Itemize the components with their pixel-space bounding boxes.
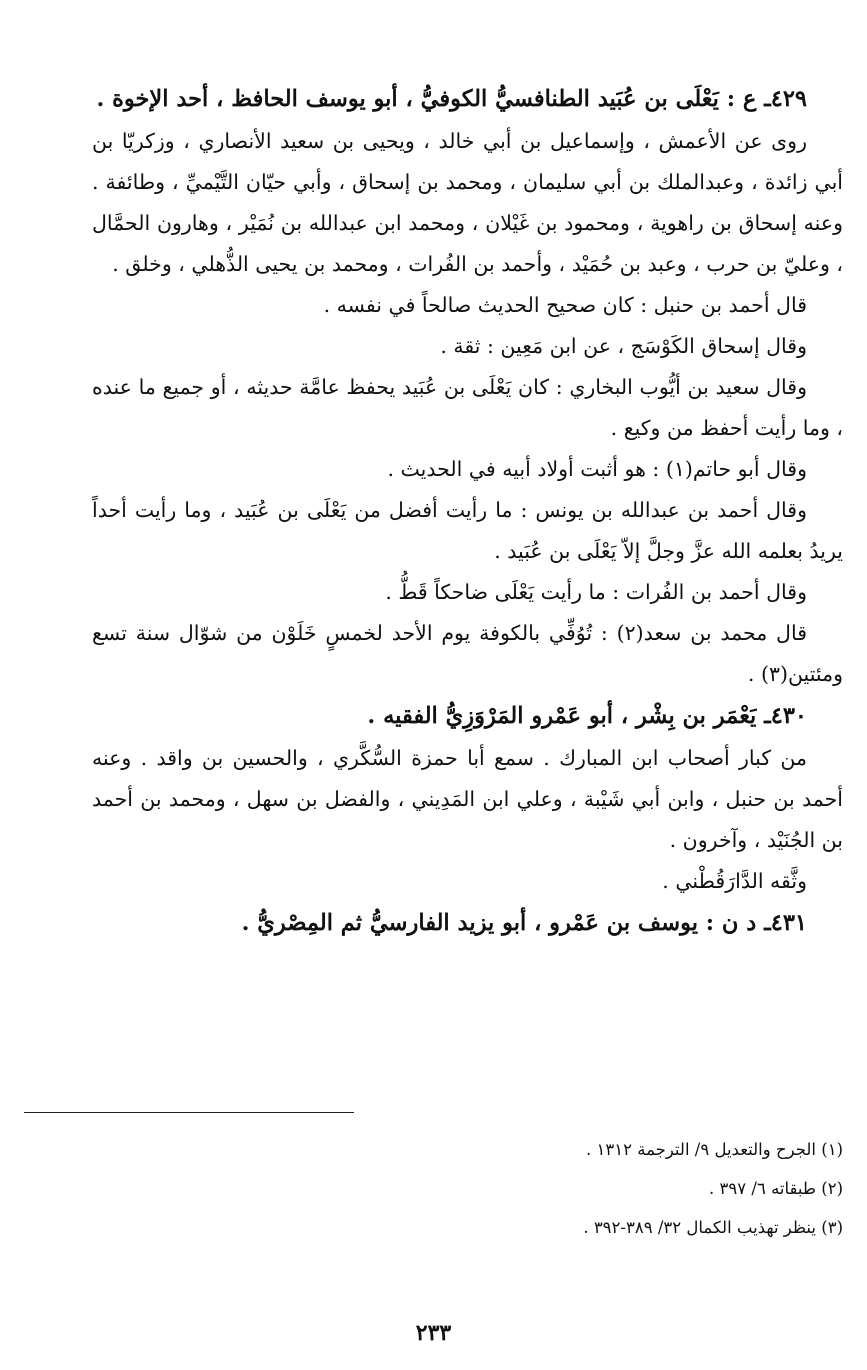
main-text <box>92 78 843 945</box>
entry-429-quote-said: وقال سعيد بن أيُّوب البخاري : كان يَعْلَى بن عُبَيد يحفظ عامَّة حديثه ، أو جميع ما عنده ، وما رأيت أحفظ من وكيع . <box>92 375 843 440</box>
entry-heading-430: ٤٣٠ـ يَعْمَر بن بِشْر ، أبو عَمْرو المَرْوَزِيُّ الفقيه . <box>367 703 807 729</box>
entry-429-quote-abu-hatim: وقال أبو حاتم(١) : هو أثبت أولاد أبيه في الحديث . <box>387 457 807 481</box>
page-number: ٢٣٣ <box>415 1320 452 1346</box>
footnotes <box>24 1130 843 1247</box>
entry-429-quote-ahmad-yunus: وقال أحمد بن عبدالله بن يونس : ما رأيت أفضل من يَعْلَى بن عُبَيد ، وما رأيت أحداً يريدُ بعلمه الله عزَّ وجلَّ إلاّ يَعْلَى بن عُبَيد . <box>92 498 843 563</box>
entry-429-narrators: روى عن الأعمش ، وإسماعيل بن أبي خالد ، ويحيى بن سعيد الأنصاري ، وزكريّا بن أبي زائدة ، وعبدالملك بن أبي سليمان ، ومحمد بن إسحاق ، وأبي حيّان التَّيْميِّ ، وطائفة . وعنه إسحاق بن راهوية ، ومحمود بن غَيْلان ، ومحمد ابن عبدالله بن نُمَيْر ، وهارون الحمَّال ، وعليّ بن حرب ، وعبد بن حُمَيْد ، وأحمد بن الفُرات ، ومحمد بن يحيى الذُّهلي ، وخلق . <box>92 129 843 276</box>
entry-429-quote-ahmad: قال أحمد بن حنبل : كان صحيح الحديث صالحاً في نفسه . <box>323 293 807 317</box>
entry-429-quote-ahmad-furat: وقال أحمد بن الفُرات : ما رأيت يَعْلَى ضاحكاً قَطُّ . <box>385 580 807 604</box>
entry-429-death: قال محمد بن سعد(٢) : تُوُفِّي بالكوفة يوم الأحد لخمسٍ خَلَوْن من شوّال سنة تسع ومئتين(٣) . <box>92 621 843 686</box>
entry-429-quote-ishaq: وقال إسحاق الكَوْسَج ، عن ابن مَعِين : ثقة . <box>440 334 807 358</box>
footnote-divider <box>24 1112 354 1113</box>
footnote-1: (١) الجرح والتعديل ٩/ الترجمة ١٣١٢ . <box>586 1140 843 1159</box>
footnote-2: (٢) طبقاته ٦/ ٣٩٧ . <box>709 1179 843 1198</box>
entry-430-tawthiq: وثَّقه الدَّارَقُطْني . <box>662 869 807 893</box>
footnote-3: (٣) ينظر تهذيب الكمال ٣٢/ ٣٨٩-٣٩٢ . <box>583 1218 843 1237</box>
entry-heading-431: ٤٣١ـ د ن : يوسف بن عَمْرو ، أبو يزيد الفارسيُّ ثم المِصْريُّ . <box>241 910 807 936</box>
entry-430-narrators: من كبار أصحاب ابن المبارك . سمع أبا حمزة السُّكَّري ، والحسين بن واقد . وعنه أحمد بن حنبل ، وابن أبي شَيْبة ، وعلي ابن المَدِيني ، والفضل بن سهل ، ومحمد بن أحمد بن الجُنَيْد ، وآخرون . <box>92 746 843 852</box>
entry-heading-429: ٤٢٩ـ ع : يَعْلَى بن عُبَيد الطنافسيُّ الكوفيُّ ، أبو يوسف الحافظ ، أحد الإخوة . <box>96 86 807 112</box>
